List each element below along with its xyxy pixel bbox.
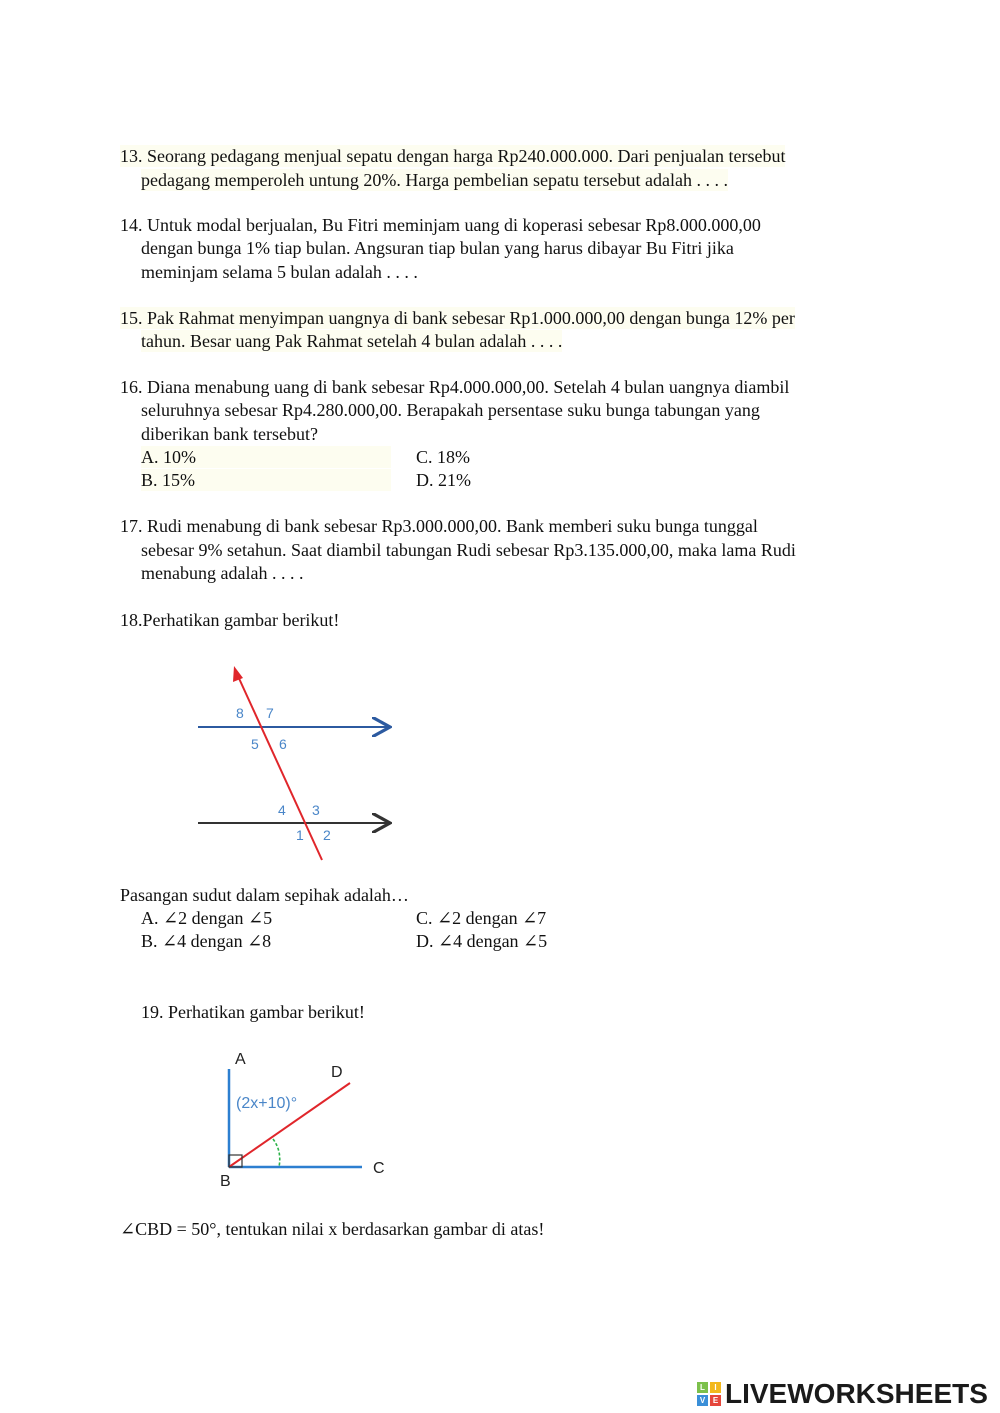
q17-line-1: 17. Rudi menabung di bank sebesar Rp3.000.000,00. Bank memberi suku bunga tunggal <box>120 516 758 536</box>
angle-label-8: 8 <box>236 705 244 721</box>
angle-label-7: 7 <box>266 705 274 721</box>
point-label-d: D <box>331 1064 343 1081</box>
q15-line-2: tahun. Besar uang Pak Rahmat setelah 4 bulan adalah . . . . <box>141 331 563 351</box>
point-label-a: A <box>235 1051 246 1068</box>
angle-label-2: 2 <box>323 827 331 843</box>
angle-expression: (2x+10)° <box>236 1095 298 1112</box>
point-label-b: B <box>220 1173 231 1190</box>
q18-option-a[interactable]: A. ∠2 dengan ∠5 <box>141 908 273 928</box>
parallel-lines-figure <box>190 660 410 870</box>
q16-option-c[interactable]: C. 18% <box>416 447 470 467</box>
q13-line-1: 13. Seorang pedagang menjual sepatu dengan harga Rp240.000.000. Dari penjualan tersebut <box>120 146 786 166</box>
q14-line-2: dengan bunga 1% tiap bulan. Angsuran tiap bulan yang harus dibayar Bu Fitri jika <box>141 238 734 258</box>
angle-label-6: 6 <box>279 736 287 752</box>
angle-label-5: 5 <box>251 736 259 752</box>
q18-option-b[interactable]: B. ∠4 dengan ∠8 <box>141 931 272 951</box>
q17-line-2: sebesar 9% setahun. Saat diambil tabungan Rudi sebesar Rp3.135.000,00, maka lama Rudi <box>141 540 796 560</box>
q16-option-b[interactable]: B. 15% <box>141 469 391 491</box>
angle-cbd-arc <box>273 1139 280 1167</box>
q16-option-a[interactable]: A. 10% <box>141 446 391 468</box>
point-label-c: C <box>373 1160 385 1177</box>
q16-line-2: seluruhnya sebesar Rp4.280.000,00. Berapakah persentase suku bunga tabungan yang <box>141 400 760 420</box>
q16-line-1: 16. Diana menabung uang di bank sebesar Rp4.000.000,00. Setelah 4 bulan uangnya diambil <box>120 377 790 397</box>
q18-title: 18.Perhatikan gambar berikut! <box>120 610 340 630</box>
q14-line-1: 14. Untuk modal berjualan, Bu Fitri meminjam uang di koperasi sebesar Rp8.000.000,00 <box>120 215 761 235</box>
q17-line-3: menabung adalah . . . . <box>141 563 304 583</box>
brand-name: LIVEWORKSHEETS <box>725 1378 988 1409</box>
q19-title: 19. Perhatikan gambar berikut! <box>141 1002 365 1022</box>
brand-mark-icon: L I V E <box>697 1382 721 1406</box>
q16-option-d[interactable]: D. 21% <box>416 470 471 490</box>
angle-label-3: 3 <box>312 802 320 818</box>
transversal-line <box>237 674 322 860</box>
angle-label-4: 4 <box>278 802 286 818</box>
q15-line-1: 15. Pak Rahmat menyimpan uangnya di bank sebesar Rp1.000.000,00 dengan bunga 12% per <box>120 308 795 328</box>
q16-line-3: diberikan bank tersebut? <box>141 424 318 444</box>
liveworksheets-logo <box>697 1378 988 1410</box>
q18-question: Pasangan sudut dalam sepihak adalah… <box>120 885 409 905</box>
q13-line-2: pedagang memperoleh untung 20%. Harga pembelian sepatu tersebut adalah . . . . <box>141 170 728 190</box>
angle-figure <box>210 1045 410 1195</box>
angle-label-1: 1 <box>296 827 304 843</box>
q14-line-3: meminjam selama 5 bulan adalah . . . . <box>141 262 418 282</box>
q19-question: ∠CBD = 50°, tentukan nilai x berdasarkan gambar di atas! <box>120 1219 545 1239</box>
q18-option-c[interactable]: C. ∠2 dengan ∠7 <box>416 908 547 928</box>
q18-option-d[interactable]: D. ∠4 dengan ∠5 <box>416 931 548 951</box>
transversal-arrowhead <box>233 666 243 682</box>
